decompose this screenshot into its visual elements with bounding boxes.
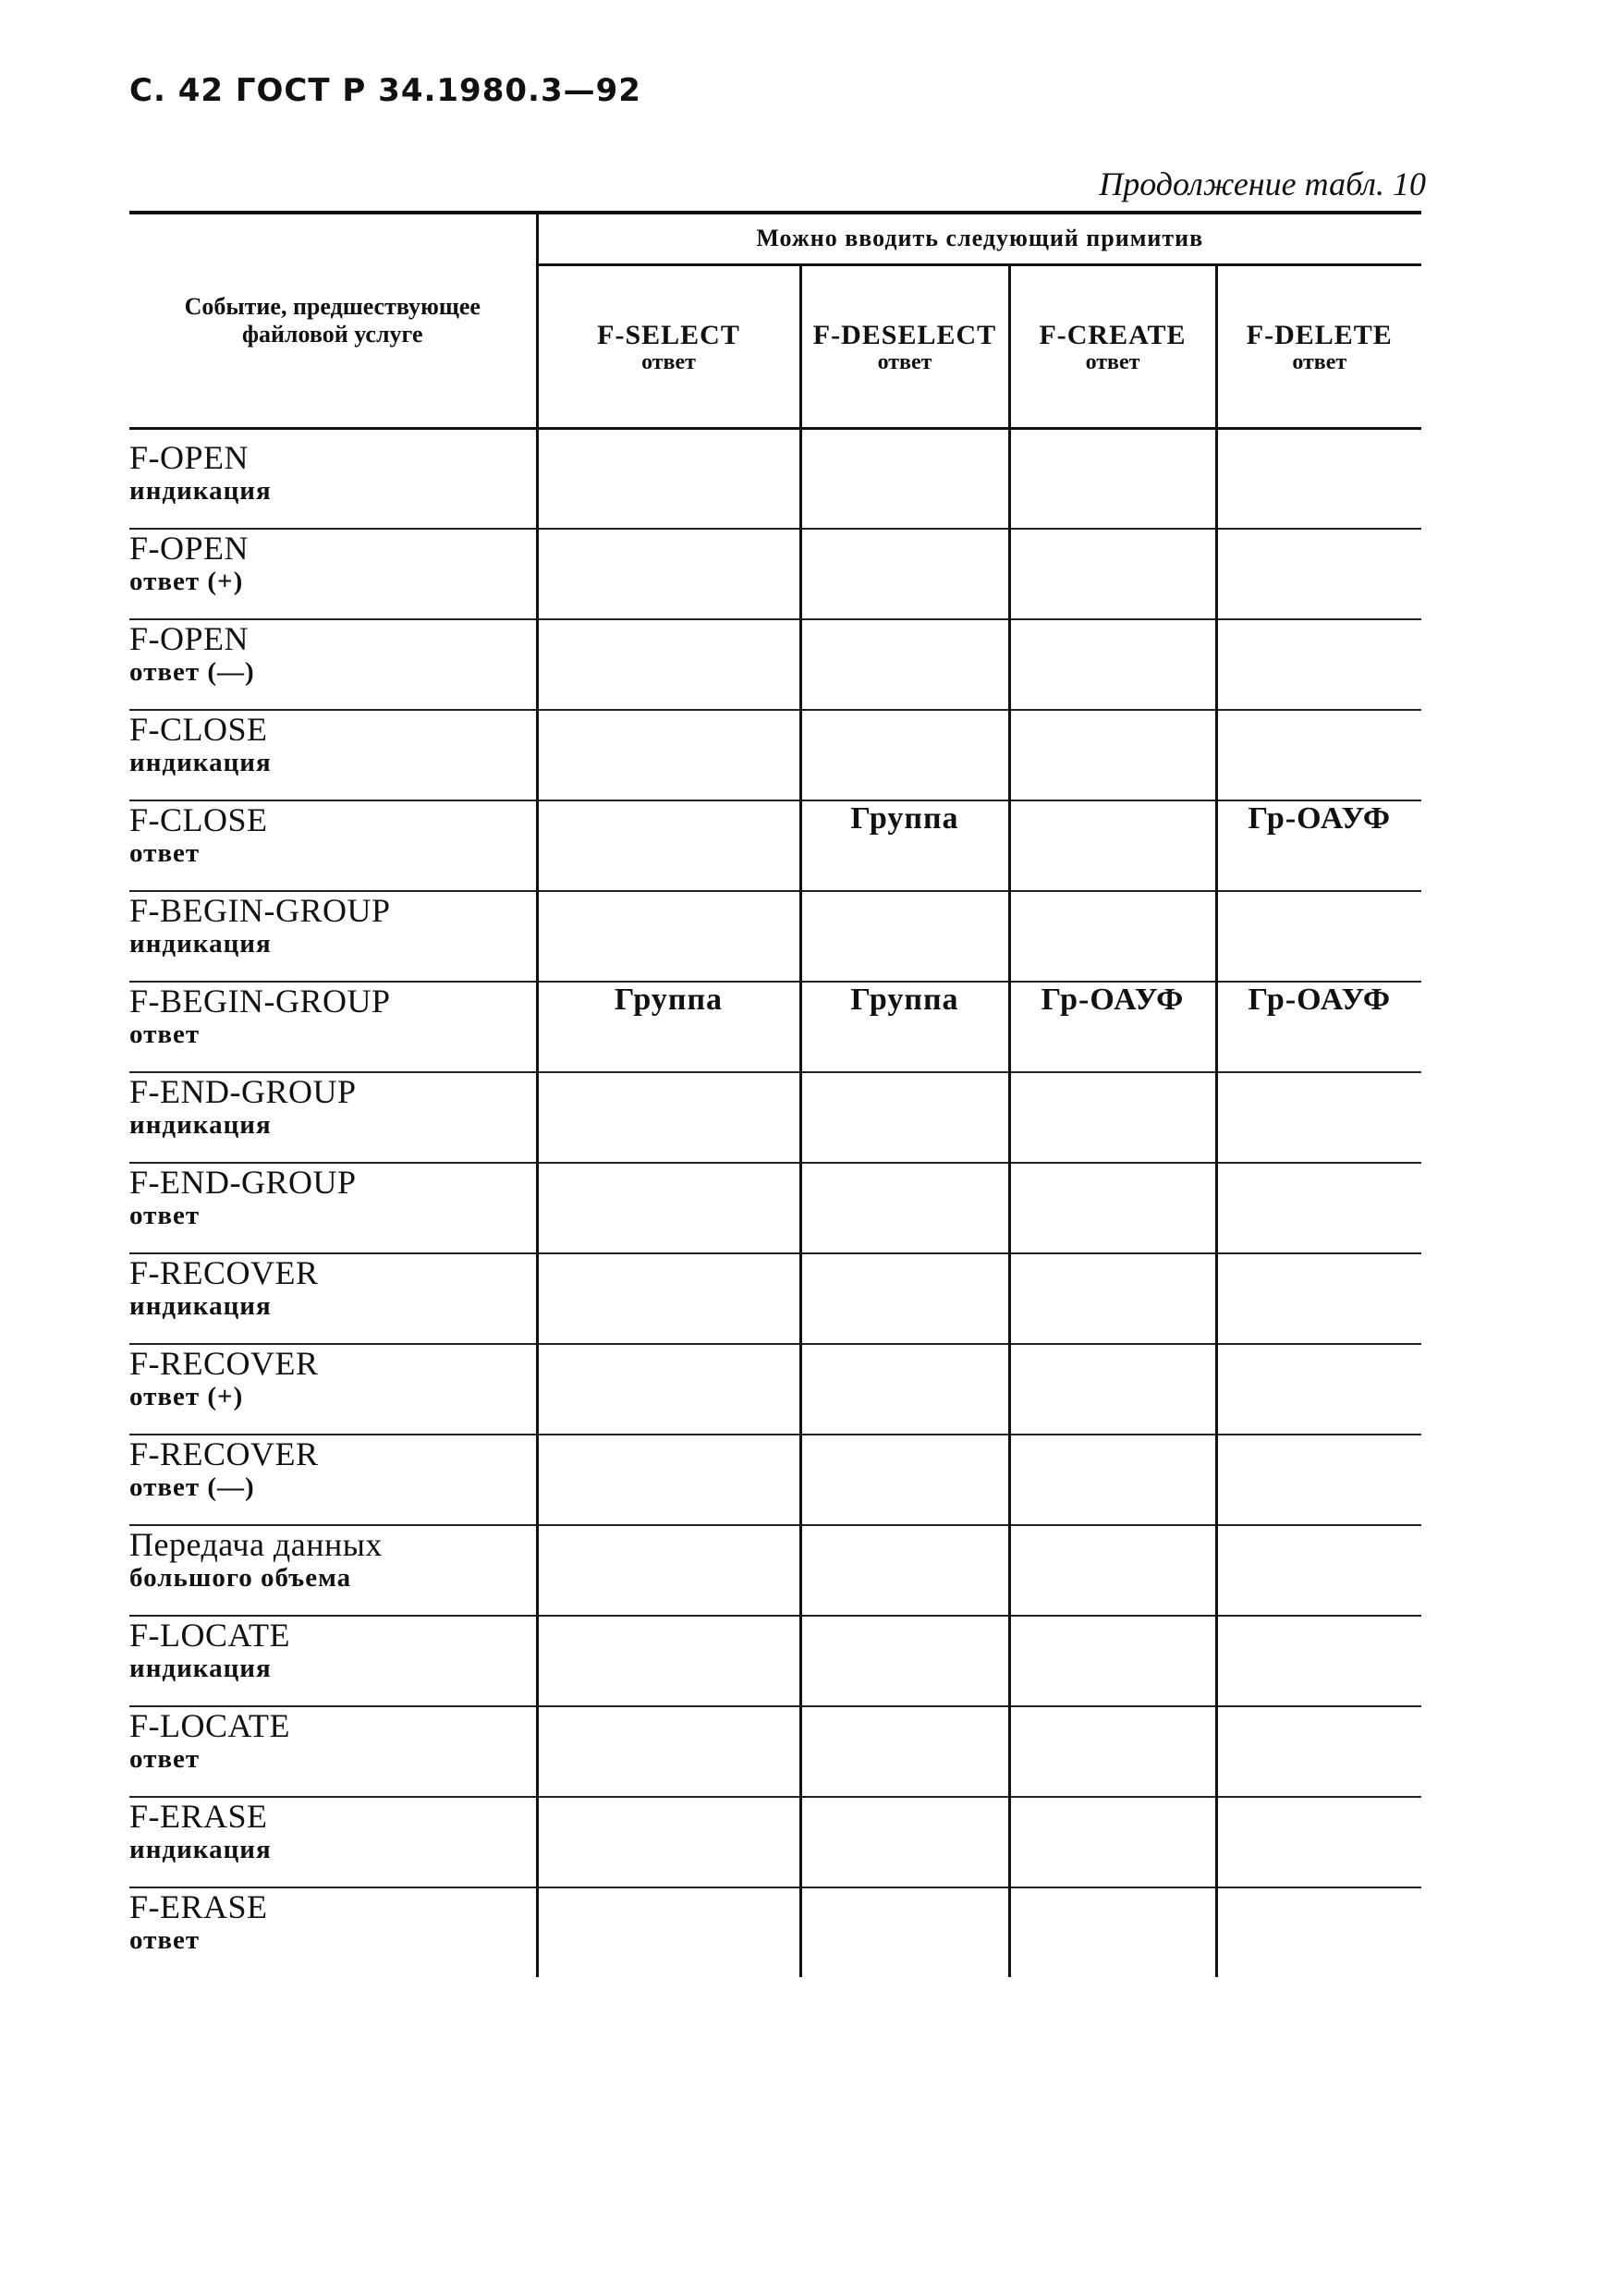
event-name: F-CLOSE (129, 711, 268, 748)
primitive-cell (1216, 619, 1421, 710)
primitive-cell (800, 1344, 1009, 1435)
event-name: F-END-GROUP (129, 1164, 357, 1201)
event-qualifier: индикация (129, 476, 272, 506)
event-name: F-RECOVER (129, 1254, 319, 1291)
column-subtitle: ответ (877, 349, 932, 374)
event-name: F-LOCATE (129, 1617, 290, 1654)
primitive-cell (1216, 1253, 1421, 1344)
event-cell (129, 1072, 537, 1163)
cell-value: Группа (850, 983, 959, 1017)
primitive-cell (1216, 1163, 1421, 1253)
table-row (129, 1887, 1421, 1977)
cell-value: Группа (850, 801, 959, 836)
primitive-cell (1009, 1616, 1216, 1706)
event-qualifier: индикация (129, 929, 272, 959)
primitive-cell (1009, 891, 1216, 982)
table-row (129, 529, 1421, 619)
cell-value: Группа (614, 983, 724, 1017)
column-header (1009, 264, 1216, 428)
primitive-cell (800, 619, 1009, 710)
primitive-cell (1216, 1887, 1421, 1977)
event-qualifier: ответ (+) (129, 1382, 244, 1411)
event-header-bold: Событие, (184, 293, 287, 320)
column-subtitle: ответ (641, 349, 696, 374)
event-name: F-OPEN (129, 620, 250, 657)
table-row (129, 891, 1421, 982)
primitive-cell (1009, 1253, 1216, 1344)
primitive-cell (800, 1525, 1009, 1616)
primitive-cell (537, 1435, 800, 1525)
event-name: F-BEGIN-GROUP (129, 892, 391, 929)
event-qualifier: индикация (129, 1654, 272, 1683)
primitive-cell (537, 1525, 800, 1616)
column-subtitle: ответ (1292, 349, 1347, 374)
event-qualifier: индикация (129, 1835, 272, 1864)
primitive-cell (1009, 1887, 1216, 1977)
event-qualifier: индикация (129, 1291, 272, 1321)
event-cell (129, 439, 537, 529)
event-qualifier: ответ (129, 1201, 201, 1230)
event-qualifier: ответ (129, 1744, 201, 1774)
primitive-cell (800, 1706, 1009, 1797)
table-row (129, 982, 1421, 1072)
event-qualifier: ответ (—) (129, 657, 255, 687)
primitive-cell (537, 1163, 800, 1253)
table-body (129, 429, 1421, 1978)
primitive-cell (1009, 619, 1216, 710)
cell-value: Гр-ОАУФ (1248, 983, 1392, 1017)
table-row (129, 800, 1421, 891)
primitive-cell (1009, 710, 1216, 800)
table-row (129, 1797, 1421, 1887)
event-column-header (129, 213, 537, 429)
primitive-cell (800, 982, 1009, 1072)
event-qualifier: ответ (+) (129, 567, 244, 596)
table-row (129, 1525, 1421, 1616)
column-name: F-DELETE (1246, 319, 1393, 350)
table-row (129, 1253, 1421, 1344)
primitive-cell (800, 1435, 1009, 1525)
primitive-cell (800, 1797, 1009, 1887)
primitive-cell (537, 619, 800, 710)
primitive-cell (1009, 439, 1216, 529)
event-cell (129, 891, 537, 982)
group-header: Можно вводить следующий примитив (537, 213, 1421, 264)
primitive-cell (1009, 1344, 1216, 1435)
column-name: F-SELECT (597, 319, 740, 350)
primitive-table (129, 211, 1421, 1977)
table-row (129, 710, 1421, 800)
column-header (800, 264, 1009, 428)
primitive-cell (537, 1344, 800, 1435)
primitive-cell (1216, 1344, 1421, 1435)
event-qualifier: ответ (—) (129, 1472, 255, 1502)
primitive-cell (1216, 1525, 1421, 1616)
event-cell (129, 710, 537, 800)
primitive-cell (1216, 529, 1421, 619)
event-name: F-OPEN (129, 439, 250, 476)
primitive-cell (1009, 1525, 1216, 1616)
primitive-cell (537, 439, 800, 529)
event-cell (129, 1797, 537, 1887)
primitive-cell (1009, 1435, 1216, 1525)
primitive-cell (537, 891, 800, 982)
primitive-cell (1009, 1706, 1216, 1797)
primitive-cell (1009, 1072, 1216, 1163)
column-subtitle: ответ (1085, 349, 1140, 374)
primitive-cell (1009, 982, 1216, 1072)
event-name: F-OPEN (129, 530, 250, 567)
primitive-cell (800, 1887, 1009, 1977)
event-cell (129, 619, 537, 710)
column-name: F-DESELECT (812, 319, 997, 350)
event-cell (129, 982, 537, 1072)
event-name: F-BEGIN-GROUP (129, 983, 391, 1020)
table-row (129, 1072, 1421, 1163)
event-cell (129, 1525, 537, 1616)
event-name: F-END-GROUP (129, 1073, 357, 1110)
primitive-cell (800, 1163, 1009, 1253)
primitive-cell (800, 529, 1009, 619)
event-qualifier: ответ (129, 1925, 201, 1955)
event-name: Передача данных (129, 1526, 383, 1563)
column-header (537, 264, 800, 428)
primitive-cell (1009, 1163, 1216, 1253)
event-name: F-RECOVER (129, 1435, 319, 1472)
event-qualifier: ответ (129, 1020, 201, 1049)
primitive-cell (1009, 529, 1216, 619)
table-row (129, 619, 1421, 710)
cell-value: Гр-ОАУФ (1248, 801, 1392, 836)
primitive-cell (800, 710, 1009, 800)
primitive-cell (1009, 1797, 1216, 1887)
primitive-cell (800, 891, 1009, 982)
primitive-cell (537, 529, 800, 619)
event-cell (129, 529, 537, 619)
primitive-cell (1216, 1706, 1421, 1797)
primitive-cell (537, 1706, 800, 1797)
primitive-cell (1216, 982, 1421, 1072)
event-name: F-ERASE (129, 1888, 268, 1925)
primitive-cell (1216, 1435, 1421, 1525)
event-qualifier: большого объема (129, 1563, 352, 1593)
column-name: F-CREATE (1039, 319, 1187, 350)
primitive-cell (537, 982, 800, 1072)
primitive-cell (800, 800, 1009, 891)
event-header-rest: предшествующее файловой услуге (241, 293, 481, 348)
primitive-cell (537, 1797, 800, 1887)
event-name: F-LOCATE (129, 1707, 290, 1744)
primitive-cell (800, 439, 1009, 529)
event-name: F-RECOVER (129, 1345, 319, 1382)
primitive-cell (1216, 891, 1421, 982)
table-continuation-label: Продолжение табл. 10 (1099, 165, 1426, 202)
page-header: С. 42 ГОСТ Р 34.1980.3—92 (129, 72, 641, 109)
primitive-cell (537, 710, 800, 800)
event-cell (129, 1887, 537, 1977)
primitive-cell (1216, 1072, 1421, 1163)
primitive-cell (800, 1616, 1009, 1706)
event-qualifier: индикация (129, 1110, 272, 1140)
primitive-cell (537, 1887, 800, 1977)
event-cell (129, 800, 537, 891)
primitive-cell (1216, 439, 1421, 529)
table-row (129, 1435, 1421, 1525)
event-cell (129, 1706, 537, 1797)
event-qualifier: ответ (129, 838, 201, 868)
primitive-cell (537, 1616, 800, 1706)
primitive-cell (1216, 800, 1421, 891)
table-row (129, 439, 1421, 529)
event-cell (129, 1344, 537, 1435)
event-qualifier: индикация (129, 748, 272, 777)
event-name: F-CLOSE (129, 801, 268, 838)
primitive-cell (537, 1072, 800, 1163)
primitive-cell (800, 1253, 1009, 1344)
primitive-cell (800, 1072, 1009, 1163)
event-name: F-ERASE (129, 1798, 268, 1835)
column-header (1216, 264, 1421, 428)
table-row (129, 1344, 1421, 1435)
primitive-cell (1009, 800, 1216, 891)
header-spacer (129, 429, 1421, 440)
primitive-cell (1216, 1616, 1421, 1706)
event-cell (129, 1163, 537, 1253)
event-cell (129, 1435, 537, 1525)
primitive-cell (1216, 1797, 1421, 1887)
table-row (129, 1163, 1421, 1253)
event-cell (129, 1253, 537, 1344)
primitive-cell (537, 800, 800, 891)
cell-value: Гр-ОАУФ (1041, 983, 1185, 1017)
table-row (129, 1706, 1421, 1797)
primitive-cell (537, 1253, 800, 1344)
primitive-cell (1216, 710, 1421, 800)
table-row (129, 1616, 1421, 1706)
event-cell (129, 1616, 537, 1706)
